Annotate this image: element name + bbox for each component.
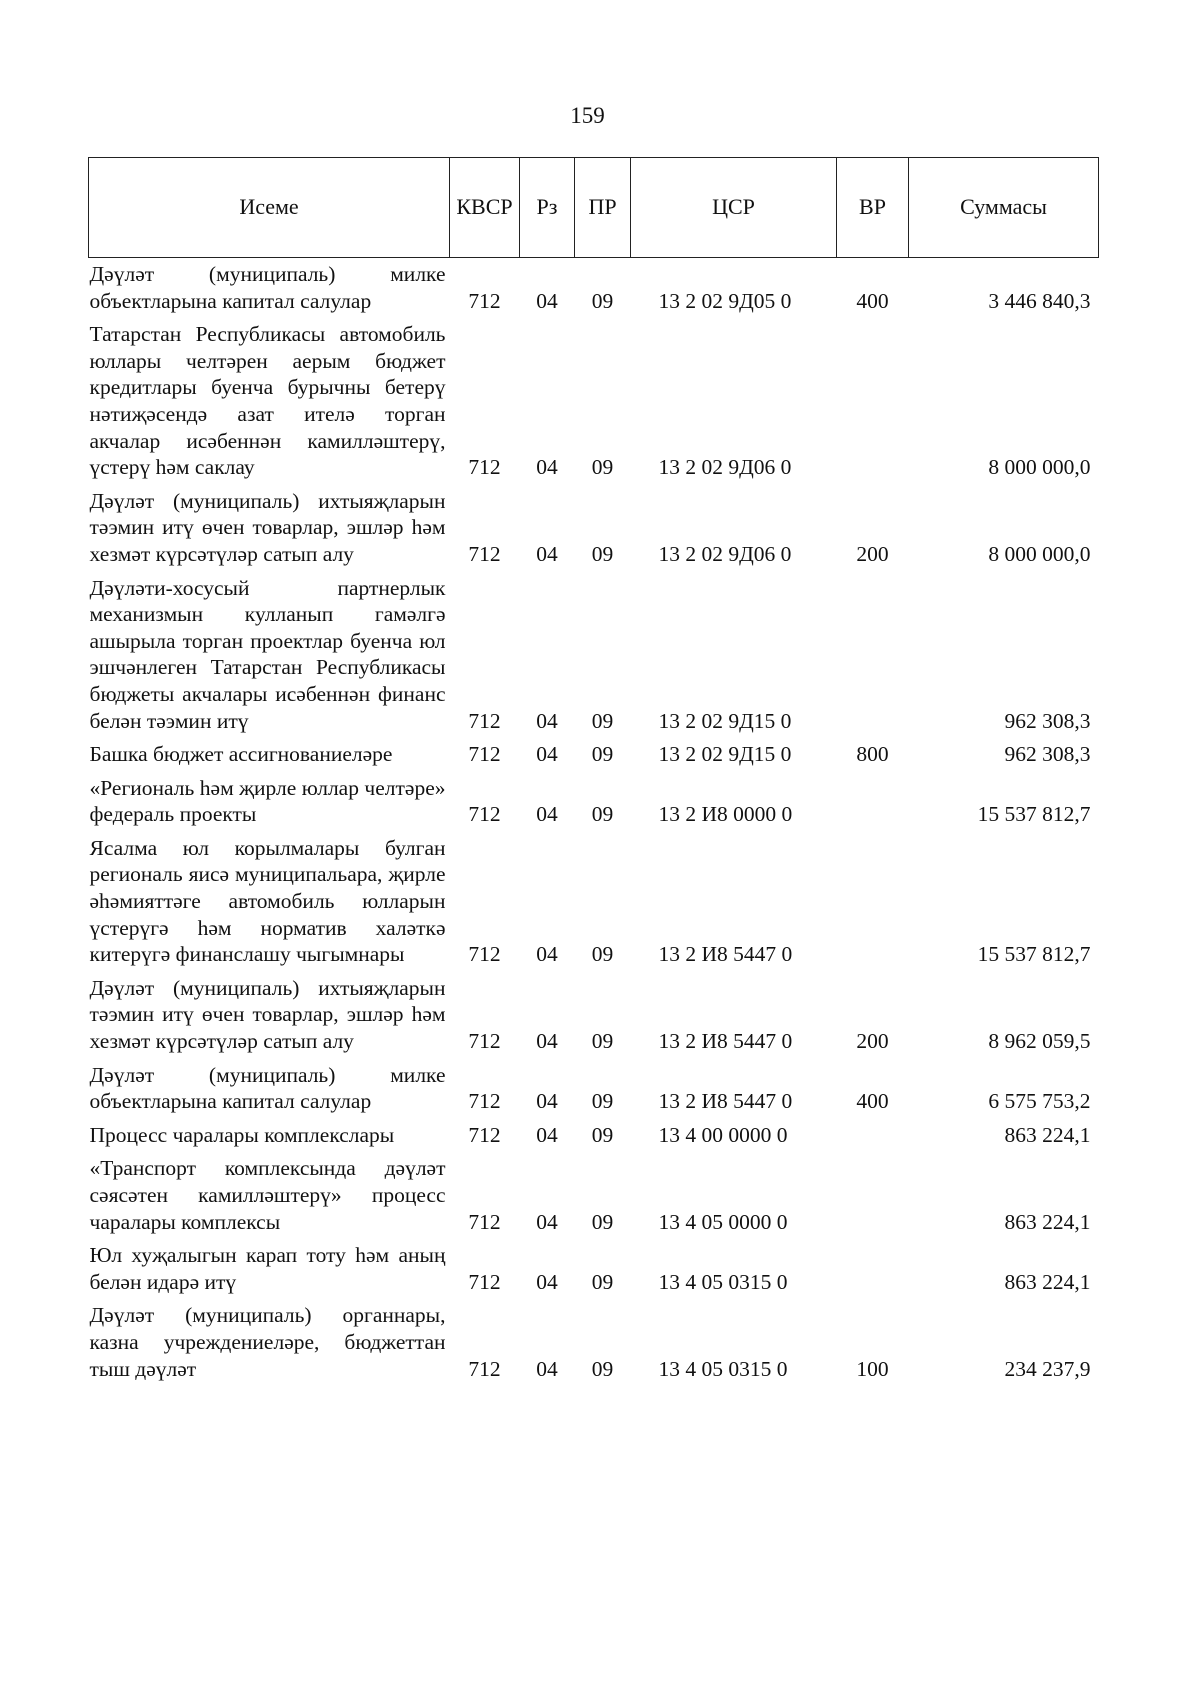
row-pr: 09 <box>591 455 614 480</box>
row-pr: 09 <box>591 1122 614 1147</box>
row-csr: 13 2 И8 5447 0 <box>658 1029 793 1054</box>
row-kvsr: 712 <box>468 1269 501 1294</box>
row-kvsr: 712 <box>468 1089 501 1114</box>
row-name: Процесс чаралары комплекслары <box>89 1122 395 1147</box>
row-sum: 962 308,3 <box>1004 742 1091 767</box>
row-rz: 04 <box>536 455 558 480</box>
table-row <box>89 972 1099 1059</box>
row-kvsr: 712 <box>468 288 501 313</box>
row-name: «Региональ һәм җирле юллар челтәре» федераль проекты <box>89 775 446 827</box>
row-vr: 200 <box>856 541 889 566</box>
table-row <box>89 318 1099 485</box>
row-pr: 09 <box>591 942 614 967</box>
row-name: «Транспорт комплексында дәүләт сәясәтен камилләштерү» процесс чаралары комплексы <box>89 1156 446 1234</box>
row-sum: 8 962 059,5 <box>988 1029 1091 1054</box>
row-rz: 04 <box>536 802 558 827</box>
row-csr: 13 2 02 9Д15 0 <box>658 708 792 733</box>
row-sum: 15 537 812,7 <box>977 942 1091 967</box>
row-rz: 04 <box>536 1356 558 1381</box>
row-sum: 6 575 753,2 <box>988 1089 1091 1114</box>
budget-table <box>88 157 1099 1386</box>
row-sum: 863 224,1 <box>1004 1269 1091 1294</box>
table-row <box>89 258 1099 319</box>
row-csr: 13 2 02 9Д15 0 <box>658 742 792 767</box>
row-vr: 400 <box>856 1089 889 1114</box>
column-header-rz: Рз <box>520 158 575 258</box>
column-header-csr: ЦСР <box>631 158 837 258</box>
row-sum: 234 237,9 <box>1004 1356 1091 1381</box>
row-csr: 13 4 05 0315 0 <box>658 1269 788 1294</box>
column-header-pr: ПР <box>575 158 631 258</box>
row-vr <box>837 1119 909 1153</box>
row-sum: 962 308,3 <box>1004 708 1091 733</box>
row-rz: 04 <box>536 288 558 313</box>
row-kvsr: 712 <box>468 742 501 767</box>
table-row <box>89 1119 1099 1153</box>
row-pr: 09 <box>591 1029 614 1054</box>
row-vr <box>837 1152 909 1239</box>
table-row <box>89 572 1099 739</box>
row-pr: 09 <box>591 288 614 313</box>
table-body <box>89 258 1099 1387</box>
row-name: Дәүләт (муниципаль) ихтыяҗларын тәэмин итү өчен товарлар, эшләр һәм хезмәт күрсәтүләр сатып алу <box>89 488 446 566</box>
page-number: 159 <box>570 103 605 128</box>
table-row <box>89 1299 1099 1386</box>
row-csr: 13 4 00 0000 0 <box>658 1122 788 1147</box>
row-rz: 04 <box>536 1089 558 1114</box>
row-name: Дәүләт (муниципаль) ихтыяҗларын тәэмин итү өчен товарлар, эшләр һәм хезмәт күрсәтүләр сатып алу <box>89 975 446 1054</box>
table-row <box>89 738 1099 772</box>
row-sum: 8 000 000,0 <box>988 455 1091 480</box>
row-vr <box>837 572 909 739</box>
row-name: Дәүләт (муниципаль) милке объектларына капитал салулар <box>89 262 446 313</box>
row-rz: 04 <box>536 942 558 967</box>
row-rz: 04 <box>536 1122 558 1147</box>
column-header-kvsr: КВСР <box>450 158 520 258</box>
row-vr <box>837 318 909 485</box>
row-pr: 09 <box>591 802 614 827</box>
row-csr: 13 2 02 9Д06 0 <box>658 455 792 480</box>
column-header-name: Исеме <box>89 158 450 258</box>
row-kvsr: 712 <box>468 708 501 733</box>
table-row <box>89 1239 1099 1299</box>
row-vr <box>837 1239 909 1299</box>
row-name: Дәүләти-хосусый партнерлык механизмын кулланып гамәлгә ашырыла торган проектлар буенча юл эшчәнлеген Татарстан Республикасы бюджеты акчалары исәбеннән финанс белән тәэмин итү <box>89 575 446 733</box>
row-name: Дәүләт (муниципаль) милке объектларына капитал салулар <box>89 1062 446 1114</box>
row-csr: 13 2 02 9Д06 0 <box>658 541 792 566</box>
row-csr: 13 2 И8 5447 0 <box>658 1089 793 1114</box>
table-row <box>89 772 1099 832</box>
row-rz: 04 <box>536 1269 558 1294</box>
row-sum: 863 224,1 <box>1004 1122 1091 1147</box>
row-sum: 15 537 812,7 <box>977 802 1091 827</box>
row-csr: 13 2 02 9Д05 0 <box>658 288 792 313</box>
row-name: Юл хуҗалыгын карап тоту һәм аның белән идарә итү <box>89 1243 446 1294</box>
row-rz: 04 <box>536 541 558 566</box>
row-vr: 800 <box>856 742 889 767</box>
row-rz: 04 <box>536 1029 558 1054</box>
row-csr: 13 2 И8 5447 0 <box>658 942 793 967</box>
row-sum: 8 000 000,0 <box>988 541 1091 566</box>
table-row <box>89 832 1099 972</box>
column-header-vr: ВР <box>837 158 909 258</box>
row-pr: 09 <box>591 1269 614 1294</box>
row-pr: 09 <box>591 1356 614 1381</box>
row-pr: 09 <box>591 1089 614 1114</box>
table-row <box>89 1059 1099 1119</box>
row-vr <box>837 772 909 832</box>
row-kvsr: 712 <box>468 942 501 967</box>
row-rz: 04 <box>536 742 558 767</box>
row-kvsr: 712 <box>468 455 501 480</box>
row-vr <box>837 832 909 972</box>
row-kvsr: 712 <box>468 1122 501 1147</box>
row-kvsr: 712 <box>468 541 501 566</box>
row-pr: 09 <box>591 541 614 566</box>
table-row <box>89 485 1099 572</box>
row-vr: 400 <box>856 288 889 313</box>
row-csr: 13 4 05 0000 0 <box>658 1209 788 1234</box>
row-kvsr: 712 <box>468 1209 501 1234</box>
row-name: Ясалма юл корылмалары булган региональ яисә муниципальара, җирле әһәмияттәге автомобиль юлларын үстерүгә һәм норматив халәткә китерүгә финанслашу чыгымнары <box>89 835 446 967</box>
row-vr: 200 <box>856 1029 889 1054</box>
row-pr: 09 <box>591 1209 614 1234</box>
row-vr: 100 <box>856 1356 889 1381</box>
row-csr: 13 2 И8 0000 0 <box>658 802 793 827</box>
table-row <box>89 1152 1099 1239</box>
row-name: Башка бюджет ассигнованиеләре <box>89 742 393 767</box>
row-rz: 04 <box>536 708 558 733</box>
row-kvsr: 712 <box>468 1029 501 1054</box>
row-kvsr: 712 <box>468 802 501 827</box>
row-pr: 09 <box>591 742 614 767</box>
row-name: Дәүләт (муниципаль) органнары, казна учреждениеләре, бюджеттан тыш дәүләт <box>89 1303 446 1381</box>
row-name: Татарстан Республикасы автомобиль юллары челтәрен аерым бюджет кредитлары буенча бурычны бетерү нәтиҗәсендә азат ителә торган акчалар исәбеннән камилләштерү, үстерү һәм саклау <box>89 322 446 480</box>
row-csr: 13 4 05 0315 0 <box>658 1356 788 1381</box>
row-sum: 863 224,1 <box>1004 1209 1091 1234</box>
row-pr: 09 <box>591 708 614 733</box>
row-sum: 3 446 840,3 <box>988 288 1091 313</box>
column-header-sum: Суммасы <box>909 158 1099 258</box>
row-rz: 04 <box>536 1209 558 1234</box>
row-kvsr: 712 <box>468 1356 501 1381</box>
table-header <box>89 158 1099 258</box>
